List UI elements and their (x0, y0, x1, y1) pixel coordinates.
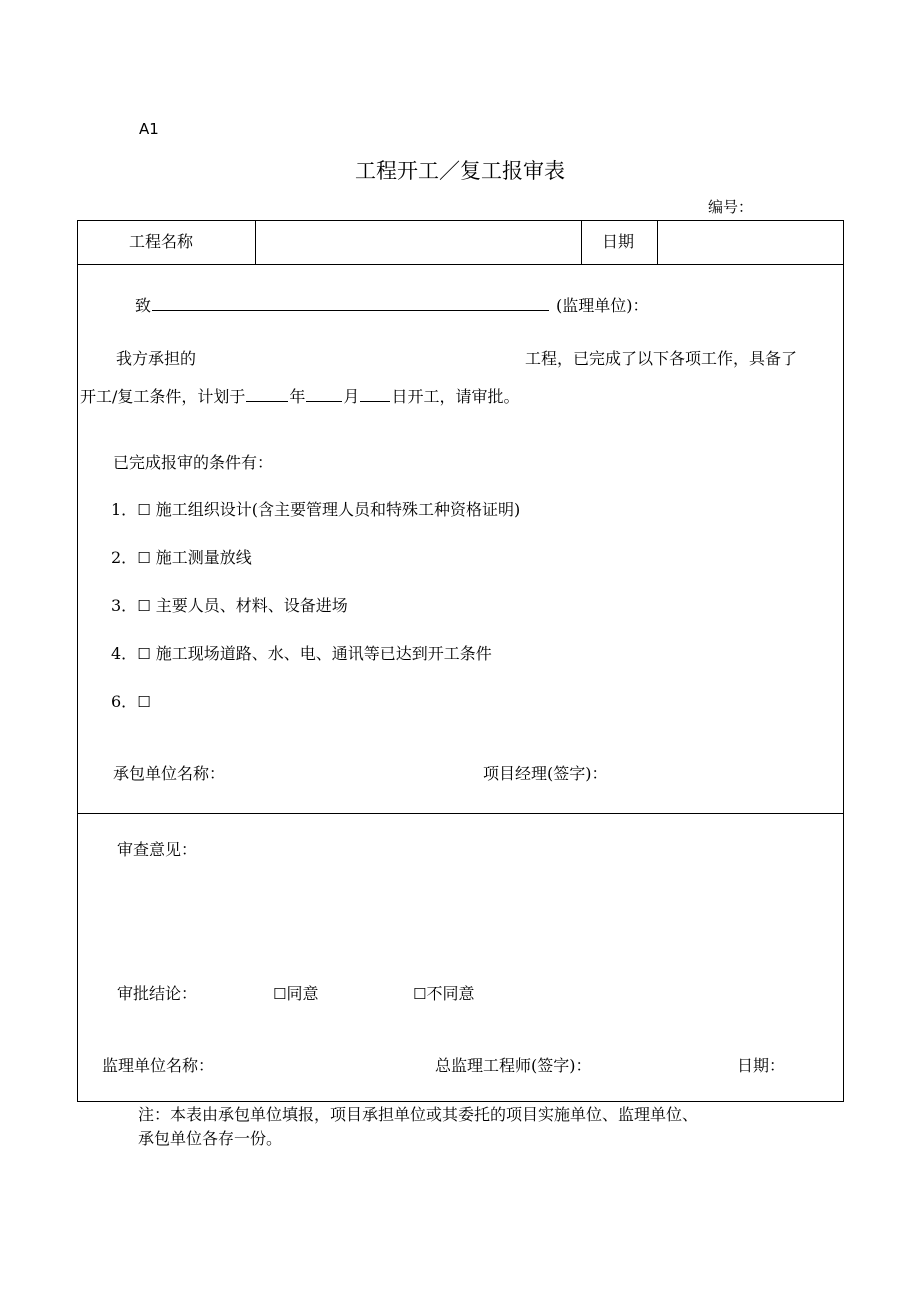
checkbox-icon[interactable]: ☐ (137, 693, 151, 711)
paragraph-line-1-end: 工程，已完成了以下各项工作，具备了 (525, 349, 798, 368)
checkbox-icon[interactable]: ☐ (137, 645, 151, 663)
approval-conclusion-label: 审批结论： (117, 984, 198, 1003)
condition-item-1 (111, 502, 520, 518)
review-date-label: 日期： (737, 1056, 786, 1075)
paragraph-line-2 (80, 387, 519, 405)
section-divider (77, 813, 843, 814)
day-suffix: 日开工，请审批。 (391, 387, 520, 406)
addressee-blank[interactable] (152, 296, 549, 311)
disagree-option[interactable] (413, 986, 474, 1002)
conditions-heading: 已完成报审的条件有： (113, 453, 274, 472)
day-blank[interactable] (360, 387, 390, 402)
header-col-divider-2 (581, 220, 582, 264)
checkbox-icon[interactable]: ☐ (273, 985, 287, 1003)
paragraph-line-1-start: 我方承担的 (116, 349, 197, 368)
serial-number-label: 编号： (708, 198, 754, 216)
disagree-label: 不同意 (426, 984, 475, 1003)
addressee-prefix: 致 (135, 296, 152, 315)
footnote-line-1: 注：本表由承包单位填报，项目承担单位或其委托的项目实施单位、监理单位、 (138, 1105, 699, 1124)
addressee-suffix: (监理单位)： (556, 296, 649, 315)
condition-text: 施工测量放线 (155, 548, 252, 567)
condition-text: 主要人员、材料、设备进场 (155, 596, 348, 615)
condition-item-6 (111, 694, 156, 710)
date-header-label: 日期 (602, 232, 635, 251)
review-opinion-label: 审查意见： (117, 840, 198, 859)
contractor-name-label: 承包单位名称： (113, 764, 226, 783)
checkbox-icon[interactable]: ☐ (413, 985, 427, 1003)
condition-number: 4． (111, 644, 138, 663)
agree-label: 同意 (286, 984, 319, 1003)
condition-text: 施工组织设计(含主要管理人员和特殊工种资格证明) (155, 500, 521, 519)
project-name-label: 工程名称 (129, 232, 194, 251)
form-code: A1 (139, 120, 159, 138)
condition-number: 3． (111, 596, 138, 615)
year-blank[interactable] (246, 387, 288, 402)
month-blank[interactable] (306, 387, 342, 402)
condition-number: 2． (111, 548, 138, 567)
condition-text: 施工现场道路、水、电、通讯等已达到开工条件 (155, 644, 492, 663)
checkbox-icon[interactable]: ☐ (137, 597, 151, 615)
checkbox-icon[interactable]: ☐ (137, 549, 151, 567)
date-header-field[interactable] (658, 221, 841, 264)
chief-engineer-signature-label: 总监理工程师(签字)： (435, 1056, 592, 1075)
agree-option[interactable] (273, 986, 318, 1002)
condition-item-4 (111, 646, 492, 662)
condition-item-3 (111, 598, 348, 614)
pm-signature-label: 项目经理(签字)： (483, 764, 608, 783)
month-label: 月 (343, 387, 360, 406)
addressee-line (135, 296, 649, 314)
header-row-divider (77, 264, 843, 265)
checkbox-icon[interactable]: ☐ (137, 501, 151, 519)
supervisor-unit-label: 监理单位名称： (102, 1056, 215, 1075)
condition-number: 1． (111, 500, 138, 519)
condition-number: 6． (111, 692, 138, 711)
paragraph-line-2-start: 开工/复工条件，计划于 (80, 387, 246, 406)
form-title: 工程开工／复工报审表 (355, 159, 565, 183)
condition-item-2 (111, 550, 252, 566)
footnote-line-2: 承包单位各存一份。 (138, 1129, 283, 1148)
year-label: 年 (289, 387, 306, 406)
project-name-field[interactable] (256, 221, 580, 264)
